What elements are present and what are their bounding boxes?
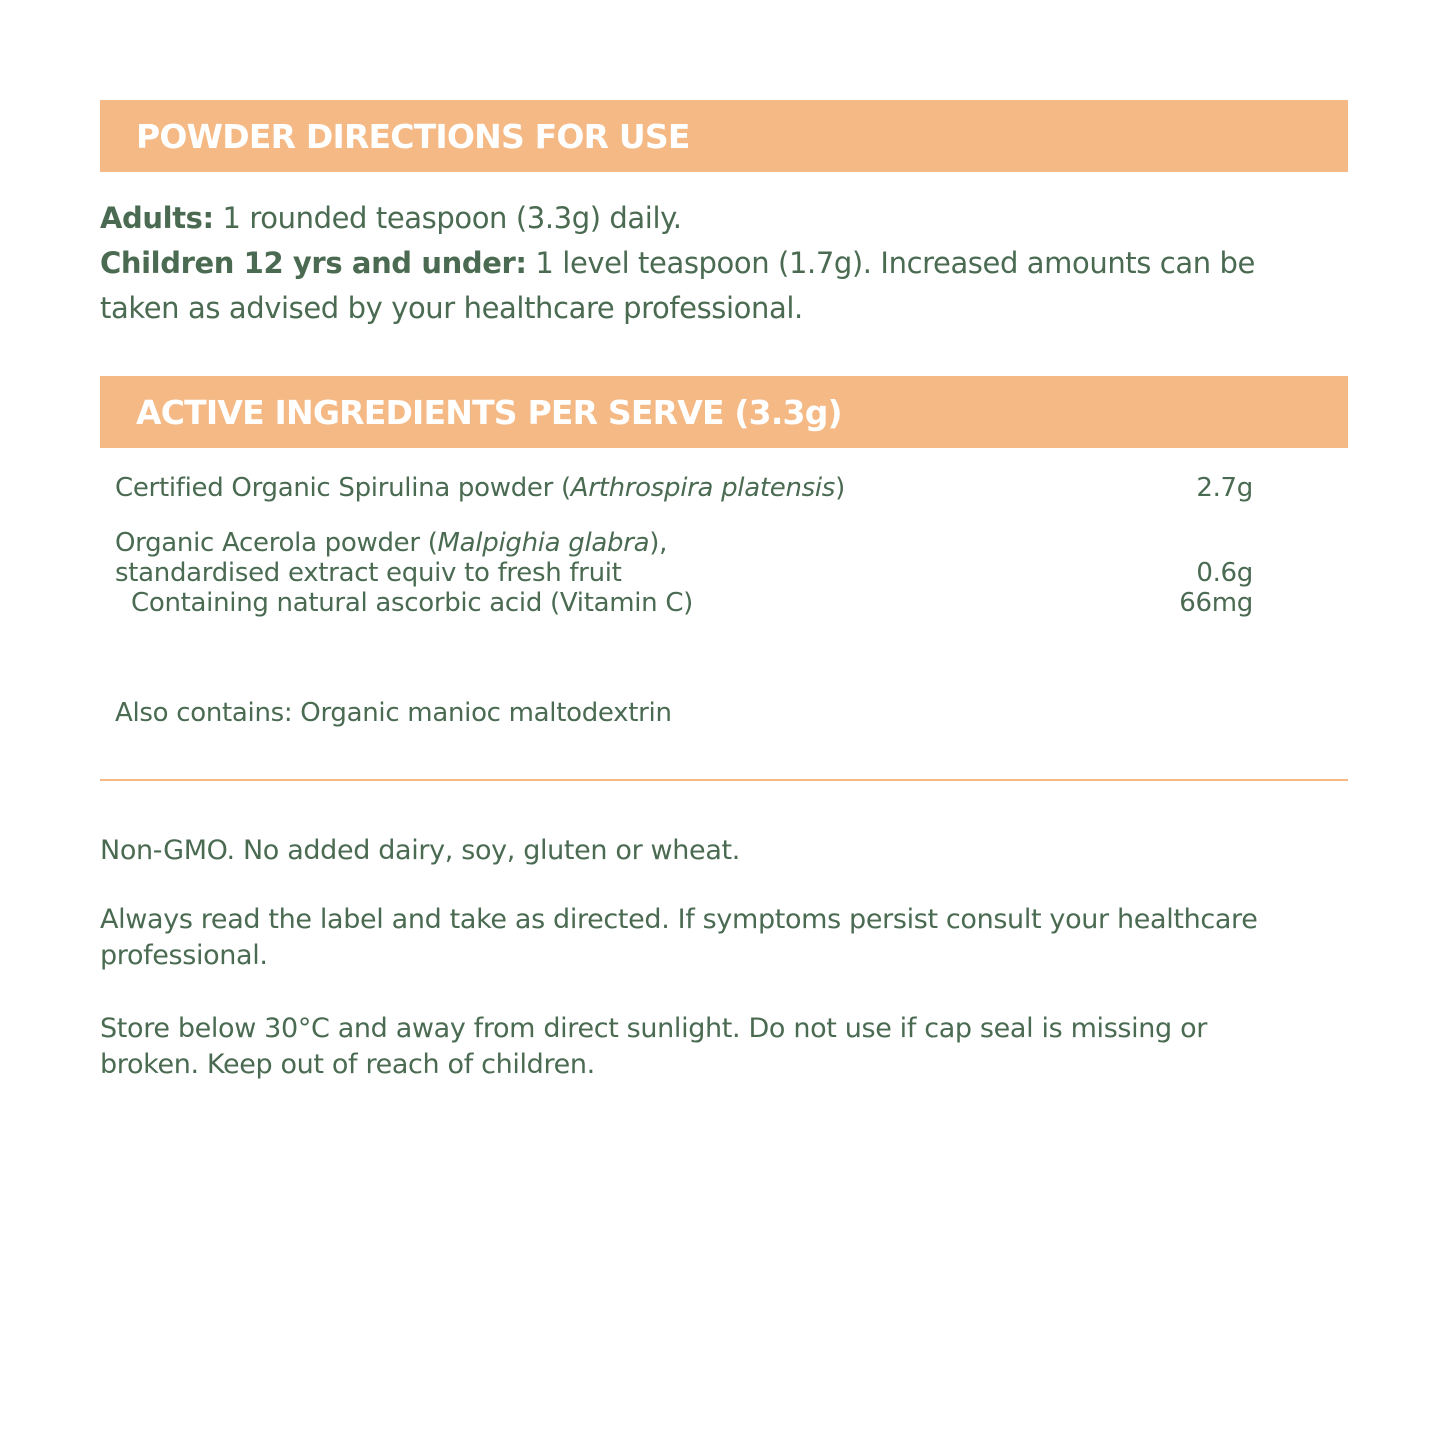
ingredient-row-acerola <box>115 528 1253 558</box>
directions-header <box>100 100 1348 172</box>
ingredients-header <box>100 376 1348 448</box>
also-contains: Also contains: Organic manioc maltodextrin <box>115 698 672 728</box>
directions-title: POWDER DIRECTIONS FOR USE <box>136 116 690 156</box>
ingredient-name: Certified Organic Spirulina powder (Arthrospira platensis) <box>115 473 845 503</box>
label-warning: Always read the label and take as directed. If symptoms persist consult your healthcare professional. <box>100 904 1258 971</box>
divider <box>100 779 1348 781</box>
ingredient-row-spirulina <box>115 473 1253 503</box>
ingredient-name: Organic Acerola powder (Malpighia glabra), <box>115 528 668 558</box>
ingredient-amount: 2.7g <box>1196 473 1253 503</box>
ingredient-amount: 66mg <box>1179 588 1253 618</box>
children-dosage <box>100 241 1330 331</box>
ingredient-row-vitamin-c <box>115 588 1253 618</box>
adults-label: Adults: <box>100 201 214 235</box>
storage-note: Store below 30°C and away from direct sunlight. Do not use if cap seal is missing or broken. Keep out of reach of children. <box>100 1013 1207 1080</box>
adults-text: 1 rounded teaspoon (3.3g) daily. <box>213 201 682 235</box>
children-text: 1 level teaspoon (1.7g). Increased amounts can be taken as advised by your healthcare professional. <box>100 246 1255 325</box>
ingredients-title: ACTIVE INGREDIENTS PER SERVE (3.3g) <box>136 392 842 432</box>
ingredient-amount: 0.6g <box>1196 558 1253 588</box>
directions-text <box>100 196 1330 331</box>
latin-name: Malpighia glabra <box>437 528 650 558</box>
ingredient-row-acerola-extract <box>115 558 1253 588</box>
gmo-note: Non-GMO. No added dairy, soy, gluten or wheat. <box>100 835 740 866</box>
ingredient-detail: standardised extract equiv to fresh fruit <box>115 558 622 588</box>
ingredient-name: Containing natural ascorbic acid (Vitamin C) <box>131 588 694 618</box>
latin-name: Arthrospira platensis <box>570 473 836 503</box>
children-label: Children 12 yrs and under: <box>100 246 527 280</box>
adults-dosage <box>100 196 1330 241</box>
